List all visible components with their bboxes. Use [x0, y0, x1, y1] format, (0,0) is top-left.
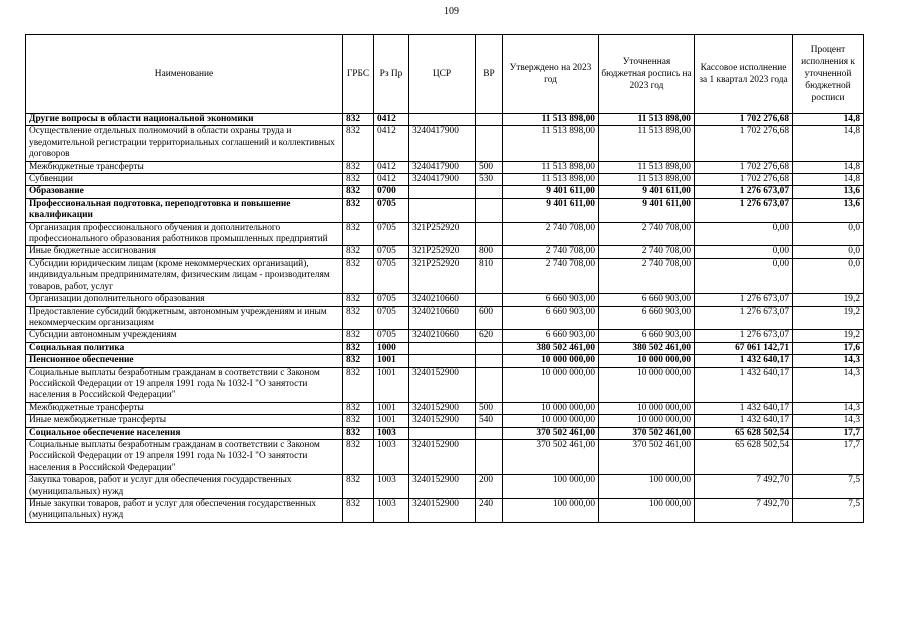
row-cash-cell: 1 432 640,17 — [695, 355, 793, 367]
row-csr-cell: 321P252920 — [409, 246, 476, 258]
row-rzpr-cell: 0705 — [374, 258, 409, 293]
row-refined-cell: 100 000,00 — [599, 499, 695, 523]
row-vr-cell — [476, 186, 503, 198]
row-approved-cell: 9 401 611,00 — [503, 198, 599, 222]
table-row — [26, 258, 864, 293]
row-cash-cell: 1 432 640,17 — [695, 415, 793, 427]
row-percent-cell: 14,3 — [793, 415, 864, 427]
row-rzpr-cell: 0412 — [374, 161, 409, 173]
row-grbs-cell: 832 — [343, 186, 374, 198]
row-grbs-cell: 832 — [343, 475, 374, 499]
row-grbs-cell: 832 — [343, 415, 374, 427]
row-refined-cell: 6 660 903,00 — [599, 330, 695, 342]
row-csr-cell — [409, 114, 476, 126]
table-row — [26, 126, 864, 161]
table-row — [26, 415, 864, 427]
row-refined-cell: 11 513 898,00 — [599, 114, 695, 126]
row-vr-cell: 500 — [476, 161, 503, 173]
page-number: 109 — [444, 6, 459, 17]
table-row — [26, 114, 864, 126]
table-row — [26, 402, 864, 414]
row-cash-cell: 7 492,70 — [695, 499, 793, 523]
row-name-cell: Образование — [26, 186, 343, 198]
table-row — [26, 427, 864, 439]
row-grbs-cell: 832 — [343, 367, 374, 402]
row-csr-cell: 3240152900 — [409, 475, 476, 499]
row-cash-cell: 65 628 502,54 — [695, 427, 793, 439]
row-approved-cell: 2 740 708,00 — [503, 258, 599, 293]
row-cash-cell: 0,00 — [695, 222, 793, 246]
row-approved-cell: 10 000 000,00 — [503, 367, 599, 402]
table-row — [26, 174, 864, 186]
row-grbs-cell: 832 — [343, 126, 374, 161]
col-header-percent: Процент исполнения к уточненной бюджетной росписи — [793, 35, 864, 114]
table-row — [26, 246, 864, 258]
row-refined-cell: 10 000 000,00 — [599, 367, 695, 402]
row-refined-cell: 10 000 000,00 — [599, 415, 695, 427]
row-grbs-cell: 832 — [343, 402, 374, 414]
row-cash-cell: 1 276 673,07 — [695, 294, 793, 306]
row-cash-cell: 1 276 673,07 — [695, 186, 793, 198]
row-vr-cell — [476, 355, 503, 367]
row-refined-cell: 2 740 708,00 — [599, 258, 695, 293]
budget-execution-table — [25, 34, 864, 523]
row-cash-cell: 1 432 640,17 — [695, 367, 793, 402]
row-percent-cell: 19,2 — [793, 330, 864, 342]
row-vr-cell — [476, 222, 503, 246]
row-percent-cell: 14,3 — [793, 402, 864, 414]
row-vr-cell: 530 — [476, 174, 503, 186]
row-vr-cell — [476, 294, 503, 306]
table-row — [26, 186, 864, 198]
row-rzpr-cell: 1003 — [374, 475, 409, 499]
row-approved-cell: 380 502 461,00 — [503, 342, 599, 354]
table-row — [26, 439, 864, 474]
row-approved-cell: 6 660 903,00 — [503, 330, 599, 342]
row-grbs-cell: 832 — [343, 222, 374, 246]
row-grbs-cell: 832 — [343, 161, 374, 173]
row-rzpr-cell: 0705 — [374, 306, 409, 330]
row-approved-cell: 2 740 708,00 — [503, 222, 599, 246]
row-grbs-cell: 832 — [343, 427, 374, 439]
row-csr-cell — [409, 355, 476, 367]
row-rzpr-cell: 1001 — [374, 415, 409, 427]
row-csr-cell — [409, 342, 476, 354]
row-cash-cell: 0,00 — [695, 258, 793, 293]
row-percent-cell: 7,5 — [793, 499, 864, 523]
row-name-cell: Предоставление субсидий бюджетным, автономным учреждениям и иным некоммерческим организациям — [26, 306, 343, 330]
row-refined-cell: 10 000 000,00 — [599, 355, 695, 367]
row-cash-cell: 1 276 673,07 — [695, 306, 793, 330]
table-row — [26, 342, 864, 354]
row-percent-cell: 14,3 — [793, 367, 864, 402]
row-name-cell: Субсидии юридическим лицам (кроме некоммерческих организаций), индивидуальным предпринимателям, физическим лицам - производителям товаров, работ, услуг — [26, 258, 343, 293]
row-rzpr-cell: 1001 — [374, 367, 409, 402]
row-csr-cell: 3240417900 — [409, 161, 476, 173]
row-grbs-cell: 832 — [343, 330, 374, 342]
col-header-cash: Кассовое исполнение за 1 квартал 2023 года — [695, 35, 793, 114]
row-csr-cell: 321P252920 — [409, 222, 476, 246]
row-name-cell: Межбюджетные трансферты — [26, 161, 343, 173]
row-refined-cell: 11 513 898,00 — [599, 174, 695, 186]
row-grbs-cell: 832 — [343, 114, 374, 126]
row-vr-cell: 540 — [476, 415, 503, 427]
row-approved-cell: 100 000,00 — [503, 475, 599, 499]
table-row — [26, 198, 864, 222]
row-approved-cell: 6 660 903,00 — [503, 294, 599, 306]
row-refined-cell: 11 513 898,00 — [599, 161, 695, 173]
row-rzpr-cell: 1000 — [374, 342, 409, 354]
row-vr-cell: 620 — [476, 330, 503, 342]
row-csr-cell: 3240152900 — [409, 367, 476, 402]
row-percent-cell: 14,3 — [793, 355, 864, 367]
row-refined-cell: 370 502 461,00 — [599, 439, 695, 474]
row-cash-cell: 1 702 276,68 — [695, 114, 793, 126]
row-name-cell: Организация профессионального обучения и дополнительного профессионального образования работников промышленных предприятий — [26, 222, 343, 246]
row-grbs-cell: 832 — [343, 198, 374, 222]
table-row — [26, 161, 864, 173]
row-name-cell: Другие вопросы в области национальной экономики — [26, 114, 343, 126]
row-name-cell: Иные межбюджетные трансферты — [26, 415, 343, 427]
row-cash-cell: 65 628 502,54 — [695, 439, 793, 474]
table-row — [26, 367, 864, 402]
col-header-csr: ЦСР — [409, 35, 476, 114]
row-vr-cell — [476, 114, 503, 126]
row-vr-cell — [476, 439, 503, 474]
row-vr-cell: 600 — [476, 306, 503, 330]
row-rzpr-cell: 0705 — [374, 294, 409, 306]
row-cash-cell: 7 492,70 — [695, 475, 793, 499]
row-grbs-cell: 832 — [343, 499, 374, 523]
row-name-cell: Иные бюджетные ассигнования — [26, 246, 343, 258]
row-csr-cell: 3240210660 — [409, 294, 476, 306]
row-percent-cell: 17,7 — [793, 427, 864, 439]
row-cash-cell: 1 432 640,17 — [695, 402, 793, 414]
row-cash-cell: 0,00 — [695, 246, 793, 258]
row-rzpr-cell: 0412 — [374, 114, 409, 126]
row-approved-cell: 10 000 000,00 — [503, 355, 599, 367]
row-rzpr-cell: 0705 — [374, 330, 409, 342]
row-name-cell: Социальное обеспечение населения — [26, 427, 343, 439]
row-vr-cell — [476, 126, 503, 161]
row-percent-cell: 14,8 — [793, 161, 864, 173]
row-rzpr-cell: 0705 — [374, 246, 409, 258]
row-csr-cell: 321P252920 — [409, 258, 476, 293]
row-grbs-cell: 832 — [343, 246, 374, 258]
row-vr-cell: 200 — [476, 475, 503, 499]
row-grbs-cell: 832 — [343, 439, 374, 474]
row-name-cell: Социальная политика — [26, 342, 343, 354]
row-name-cell: Осуществление отдельных полномочий в области охраны труда и уведомительной регистрации территориальных соглашений и коллективных договоров — [26, 126, 343, 161]
row-rzpr-cell: 0700 — [374, 186, 409, 198]
row-vr-cell — [476, 198, 503, 222]
row-rzpr-cell: 1001 — [374, 355, 409, 367]
row-cash-cell: 1 276 673,07 — [695, 330, 793, 342]
row-approved-cell: 370 502 461,00 — [503, 439, 599, 474]
row-percent-cell: 14,8 — [793, 126, 864, 161]
row-name-cell: Пенсионное обеспечение — [26, 355, 343, 367]
row-refined-cell: 100 000,00 — [599, 475, 695, 499]
row-grbs-cell: 832 — [343, 306, 374, 330]
row-approved-cell: 100 000,00 — [503, 499, 599, 523]
row-name-cell: Межбюджетные трансферты — [26, 402, 343, 414]
row-rzpr-cell: 1001 — [374, 402, 409, 414]
row-csr-cell: 3240210660 — [409, 306, 476, 330]
row-csr-cell — [409, 186, 476, 198]
table-row — [26, 475, 864, 499]
row-approved-cell: 9 401 611,00 — [503, 186, 599, 198]
row-name-cell: Закупка товаров, работ и услуг для обеспечения государственных (муниципальных) нужд — [26, 475, 343, 499]
row-csr-cell: 3240210660 — [409, 330, 476, 342]
row-csr-cell: 3240417900 — [409, 126, 476, 161]
row-approved-cell: 370 502 461,00 — [503, 427, 599, 439]
col-header-approved: Утверждено на 2023 год — [503, 35, 599, 114]
row-csr-cell — [409, 427, 476, 439]
row-percent-cell: 19,2 — [793, 306, 864, 330]
row-name-cell: Профессиональная подготовка, переподготовка и повышение квалификации — [26, 198, 343, 222]
table-header-row — [26, 35, 864, 114]
row-rzpr-cell: 0412 — [374, 126, 409, 161]
row-approved-cell: 2 740 708,00 — [503, 246, 599, 258]
row-vr-cell — [476, 342, 503, 354]
row-percent-cell: 14,8 — [793, 114, 864, 126]
row-refined-cell: 6 660 903,00 — [599, 306, 695, 330]
row-grbs-cell: 832 — [343, 355, 374, 367]
col-header-grbs: ГРБС — [343, 35, 374, 114]
row-cash-cell: 1 702 276,68 — [695, 161, 793, 173]
row-name-cell: Иные закупки товаров, работ и услуг для обеспечения государственных (муниципальных) нужд — [26, 499, 343, 523]
row-cash-cell: 1 276 673,07 — [695, 198, 793, 222]
row-approved-cell: 10 000 000,00 — [503, 415, 599, 427]
row-vr-cell — [476, 367, 503, 402]
row-percent-cell: 19,2 — [793, 294, 864, 306]
row-name-cell: Субсидии автономным учреждениям — [26, 330, 343, 342]
row-approved-cell: 10 000 000,00 — [503, 402, 599, 414]
row-percent-cell: 14,8 — [793, 174, 864, 186]
row-refined-cell: 370 502 461,00 — [599, 427, 695, 439]
row-percent-cell: 17,7 — [793, 439, 864, 474]
row-percent-cell: 13,6 — [793, 198, 864, 222]
row-percent-cell: 13,6 — [793, 186, 864, 198]
table-row — [26, 355, 864, 367]
table-row — [26, 222, 864, 246]
row-refined-cell: 6 660 903,00 — [599, 294, 695, 306]
row-cash-cell: 1 702 276,68 — [695, 126, 793, 161]
row-csr-cell: 3240152900 — [409, 439, 476, 474]
row-name-cell: Социальные выплаты безработным гражданам в соответствии с Законом Российской Федерации от 19 апреля 1991 года № 1032-I "О занятости населения в Российской Федерации" — [26, 439, 343, 474]
row-csr-cell — [409, 198, 476, 222]
row-refined-cell: 380 502 461,00 — [599, 342, 695, 354]
table-row — [26, 330, 864, 342]
col-header-name: Наименование — [26, 35, 343, 114]
row-grbs-cell: 832 — [343, 258, 374, 293]
row-rzpr-cell: 0705 — [374, 222, 409, 246]
row-refined-cell: 11 513 898,00 — [599, 126, 695, 161]
row-vr-cell: 240 — [476, 499, 503, 523]
row-grbs-cell: 832 — [343, 342, 374, 354]
row-csr-cell: 3240152900 — [409, 402, 476, 414]
row-refined-cell: 2 740 708,00 — [599, 246, 695, 258]
row-percent-cell: 0,0 — [793, 258, 864, 293]
row-percent-cell: 0,0 — [793, 222, 864, 246]
row-refined-cell: 10 000 000,00 — [599, 402, 695, 414]
row-refined-cell: 2 740 708,00 — [599, 222, 695, 246]
row-percent-cell: 0,0 — [793, 246, 864, 258]
row-approved-cell: 11 513 898,00 — [503, 114, 599, 126]
row-cash-cell: 1 702 276,68 — [695, 174, 793, 186]
row-percent-cell: 17,6 — [793, 342, 864, 354]
col-header-vr: ВР — [476, 35, 503, 114]
row-vr-cell: 810 — [476, 258, 503, 293]
row-cash-cell: 67 061 142,71 — [695, 342, 793, 354]
row-name-cell: Социальные выплаты безработным гражданам в соответствии с Законом Российской Федерации от 19 апреля 1991 года № 1032-I "О занятости населения в Российской Федерации" — [26, 367, 343, 402]
row-csr-cell: 3240152900 — [409, 415, 476, 427]
row-csr-cell: 3240417900 — [409, 174, 476, 186]
row-grbs-cell: 832 — [343, 294, 374, 306]
table-row — [26, 306, 864, 330]
col-header-refined: Уточненная бюджетная роспись на 2023 год — [599, 35, 695, 114]
row-approved-cell: 11 513 898,00 — [503, 126, 599, 161]
row-name-cell: Организации дополнительного образования — [26, 294, 343, 306]
row-vr-cell: 500 — [476, 402, 503, 414]
table-row — [26, 294, 864, 306]
table-row — [26, 499, 864, 523]
row-vr-cell: 800 — [476, 246, 503, 258]
row-refined-cell: 9 401 611,00 — [599, 198, 695, 222]
row-rzpr-cell: 0705 — [374, 198, 409, 222]
row-rzpr-cell: 1003 — [374, 439, 409, 474]
row-vr-cell — [476, 427, 503, 439]
row-csr-cell: 3240152900 — [409, 499, 476, 523]
row-rzpr-cell: 1003 — [374, 499, 409, 523]
row-name-cell: Субвенции — [26, 174, 343, 186]
row-percent-cell: 7,5 — [793, 475, 864, 499]
col-header-rzpr: Рз Пр — [374, 35, 409, 114]
row-rzpr-cell: 0412 — [374, 174, 409, 186]
row-refined-cell: 9 401 611,00 — [599, 186, 695, 198]
row-grbs-cell: 832 — [343, 174, 374, 186]
row-rzpr-cell: 1003 — [374, 427, 409, 439]
row-approved-cell: 11 513 898,00 — [503, 161, 599, 173]
row-approved-cell: 11 513 898,00 — [503, 174, 599, 186]
row-approved-cell: 6 660 903,00 — [503, 306, 599, 330]
